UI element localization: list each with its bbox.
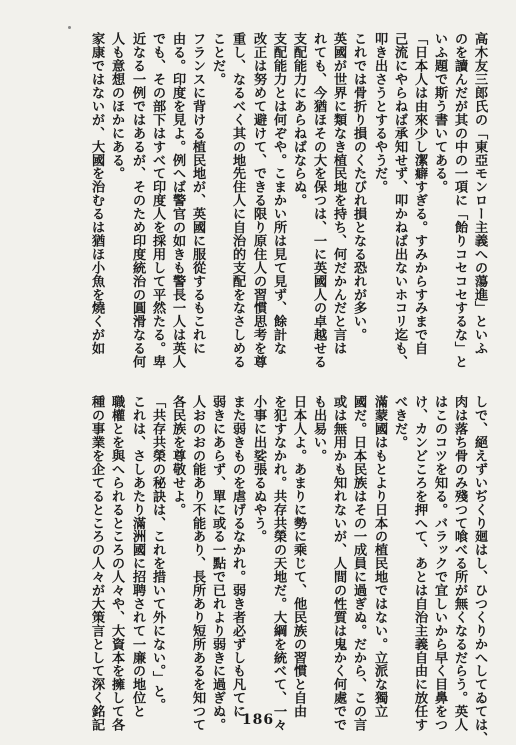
text-column: 小事に出娑張るぬやう。 xyxy=(251,395,266,543)
text-column: 己流にやらねば承知せず、叩かねば出ないホコリ迄も、 xyxy=(392,32,407,369)
text-column: フランスに背ける植民地が、英國に服從するもこれに xyxy=(190,32,205,355)
text-column: べきだ。 xyxy=(392,395,407,449)
text-column: け、カンどころを押へて、あとは自治主義自由に放任す xyxy=(412,395,427,732)
page-number: 186 xyxy=(241,712,275,728)
text-column: 改正は努めて避けて、できる限り原住人の習慣思考を尊 xyxy=(251,32,266,369)
text-column: しで、絕えずいぢくり廻はし、ひつくりかへしてゐては、 xyxy=(472,395,487,745)
text-column: 職權とを與へられるところの人々や、大資本を擁して各 xyxy=(109,395,124,732)
text-column: いふ題で斯う書いてある。 xyxy=(432,32,447,194)
text-column: 弱きにあらず、單に或る一點で已れより弱きに過ぎぬ。 xyxy=(210,395,225,732)
text-column: れても、今猶ほその大を保つは、一に英國人の卓越せる xyxy=(311,32,326,369)
text-column: 或は無用かも知れないが、人間の性質は鬼かく何處でで xyxy=(331,395,346,732)
text-column: これは、さしあたり滿洲國に招聘されて一廉の地位と xyxy=(130,395,145,718)
text-column: 叩き出さうとするやうだ。 xyxy=(372,32,387,194)
text-column: 種の事業を企てるところの人々が大策言として深く銘記 xyxy=(89,395,104,732)
text-column: 高木友三郎氏の「東亞モンロー主義への蕩進」といふ xyxy=(472,32,487,355)
text-column: 英國が世界に類なき植民地を持ち、何だかんだと言は xyxy=(331,32,346,355)
text-column: また弱きものを虐げるなかれ。弱き者必ずしも凡てに xyxy=(230,395,245,718)
text-column: 滿蒙國はもとより日本の植民地ではない。立派な獨立 xyxy=(372,395,387,718)
text-column: 支配能力にあらねばならぬ。 xyxy=(291,32,306,207)
text-column: 由る。印度を見よ。例へば警官の如きも警長一人は英人 xyxy=(170,32,185,369)
text-column: はこのコツを知る。バラックで宜しいから早く目鼻をつ xyxy=(432,395,447,732)
text-column: 支配能力とは何ぞや。こまかい所は見て見ず、餘計な xyxy=(271,32,286,355)
text-column: 各民族を尊敬せよ。 xyxy=(170,395,185,517)
text-column: のを讀んだが其の中の一項に「飴りコセコセするな」と xyxy=(452,32,467,369)
text-column: 人も意想のほかにある。 xyxy=(109,32,124,180)
text-column: 人おのおの能あり不能あり、長所あり短所あるを知つて xyxy=(190,395,205,732)
text-column: 「日本人は由來少し潔癖すぎる。すみからすみまで自 xyxy=(412,32,427,355)
text-column: でも、その部下はすべて印度人を採用して平然たる。卑 xyxy=(150,32,165,369)
text-column: 日本人よ。あまりに勢に乘じて、他民族の習慣と自由 xyxy=(291,395,306,718)
text-column: 家康ではないが、大國を治むるは猶ほ小魚を燒くが如 xyxy=(89,32,104,355)
text-column: 國だ。日本民族はその一成員に過ぎぬ。だから、この言 xyxy=(351,395,366,732)
text-column: これでは骨折り損のくたびれ損となる恐れが多い。 xyxy=(351,32,366,342)
text-column: 近なる一例ではあるが、そのため印度統治の圓滑なる何 xyxy=(130,32,145,369)
text-column: 「共存共榮の秘訣は、これを措いて外にない。」と。 xyxy=(150,395,165,712)
text-column: 肉は落ち骨のみ殘つて喰べる所が無くなるだらう。英人 xyxy=(452,395,467,732)
ink-speck xyxy=(68,26,71,29)
text-column: を犯すなかれ。共存共榮の天地だ。大綱を統べて、一々 xyxy=(271,395,286,732)
text-column: 重し、なるべく其の地先住人に自治的支配をなさしめる xyxy=(230,32,245,369)
text-column: ことだ。 xyxy=(210,32,225,86)
text-column: も出易い。 xyxy=(311,395,326,463)
